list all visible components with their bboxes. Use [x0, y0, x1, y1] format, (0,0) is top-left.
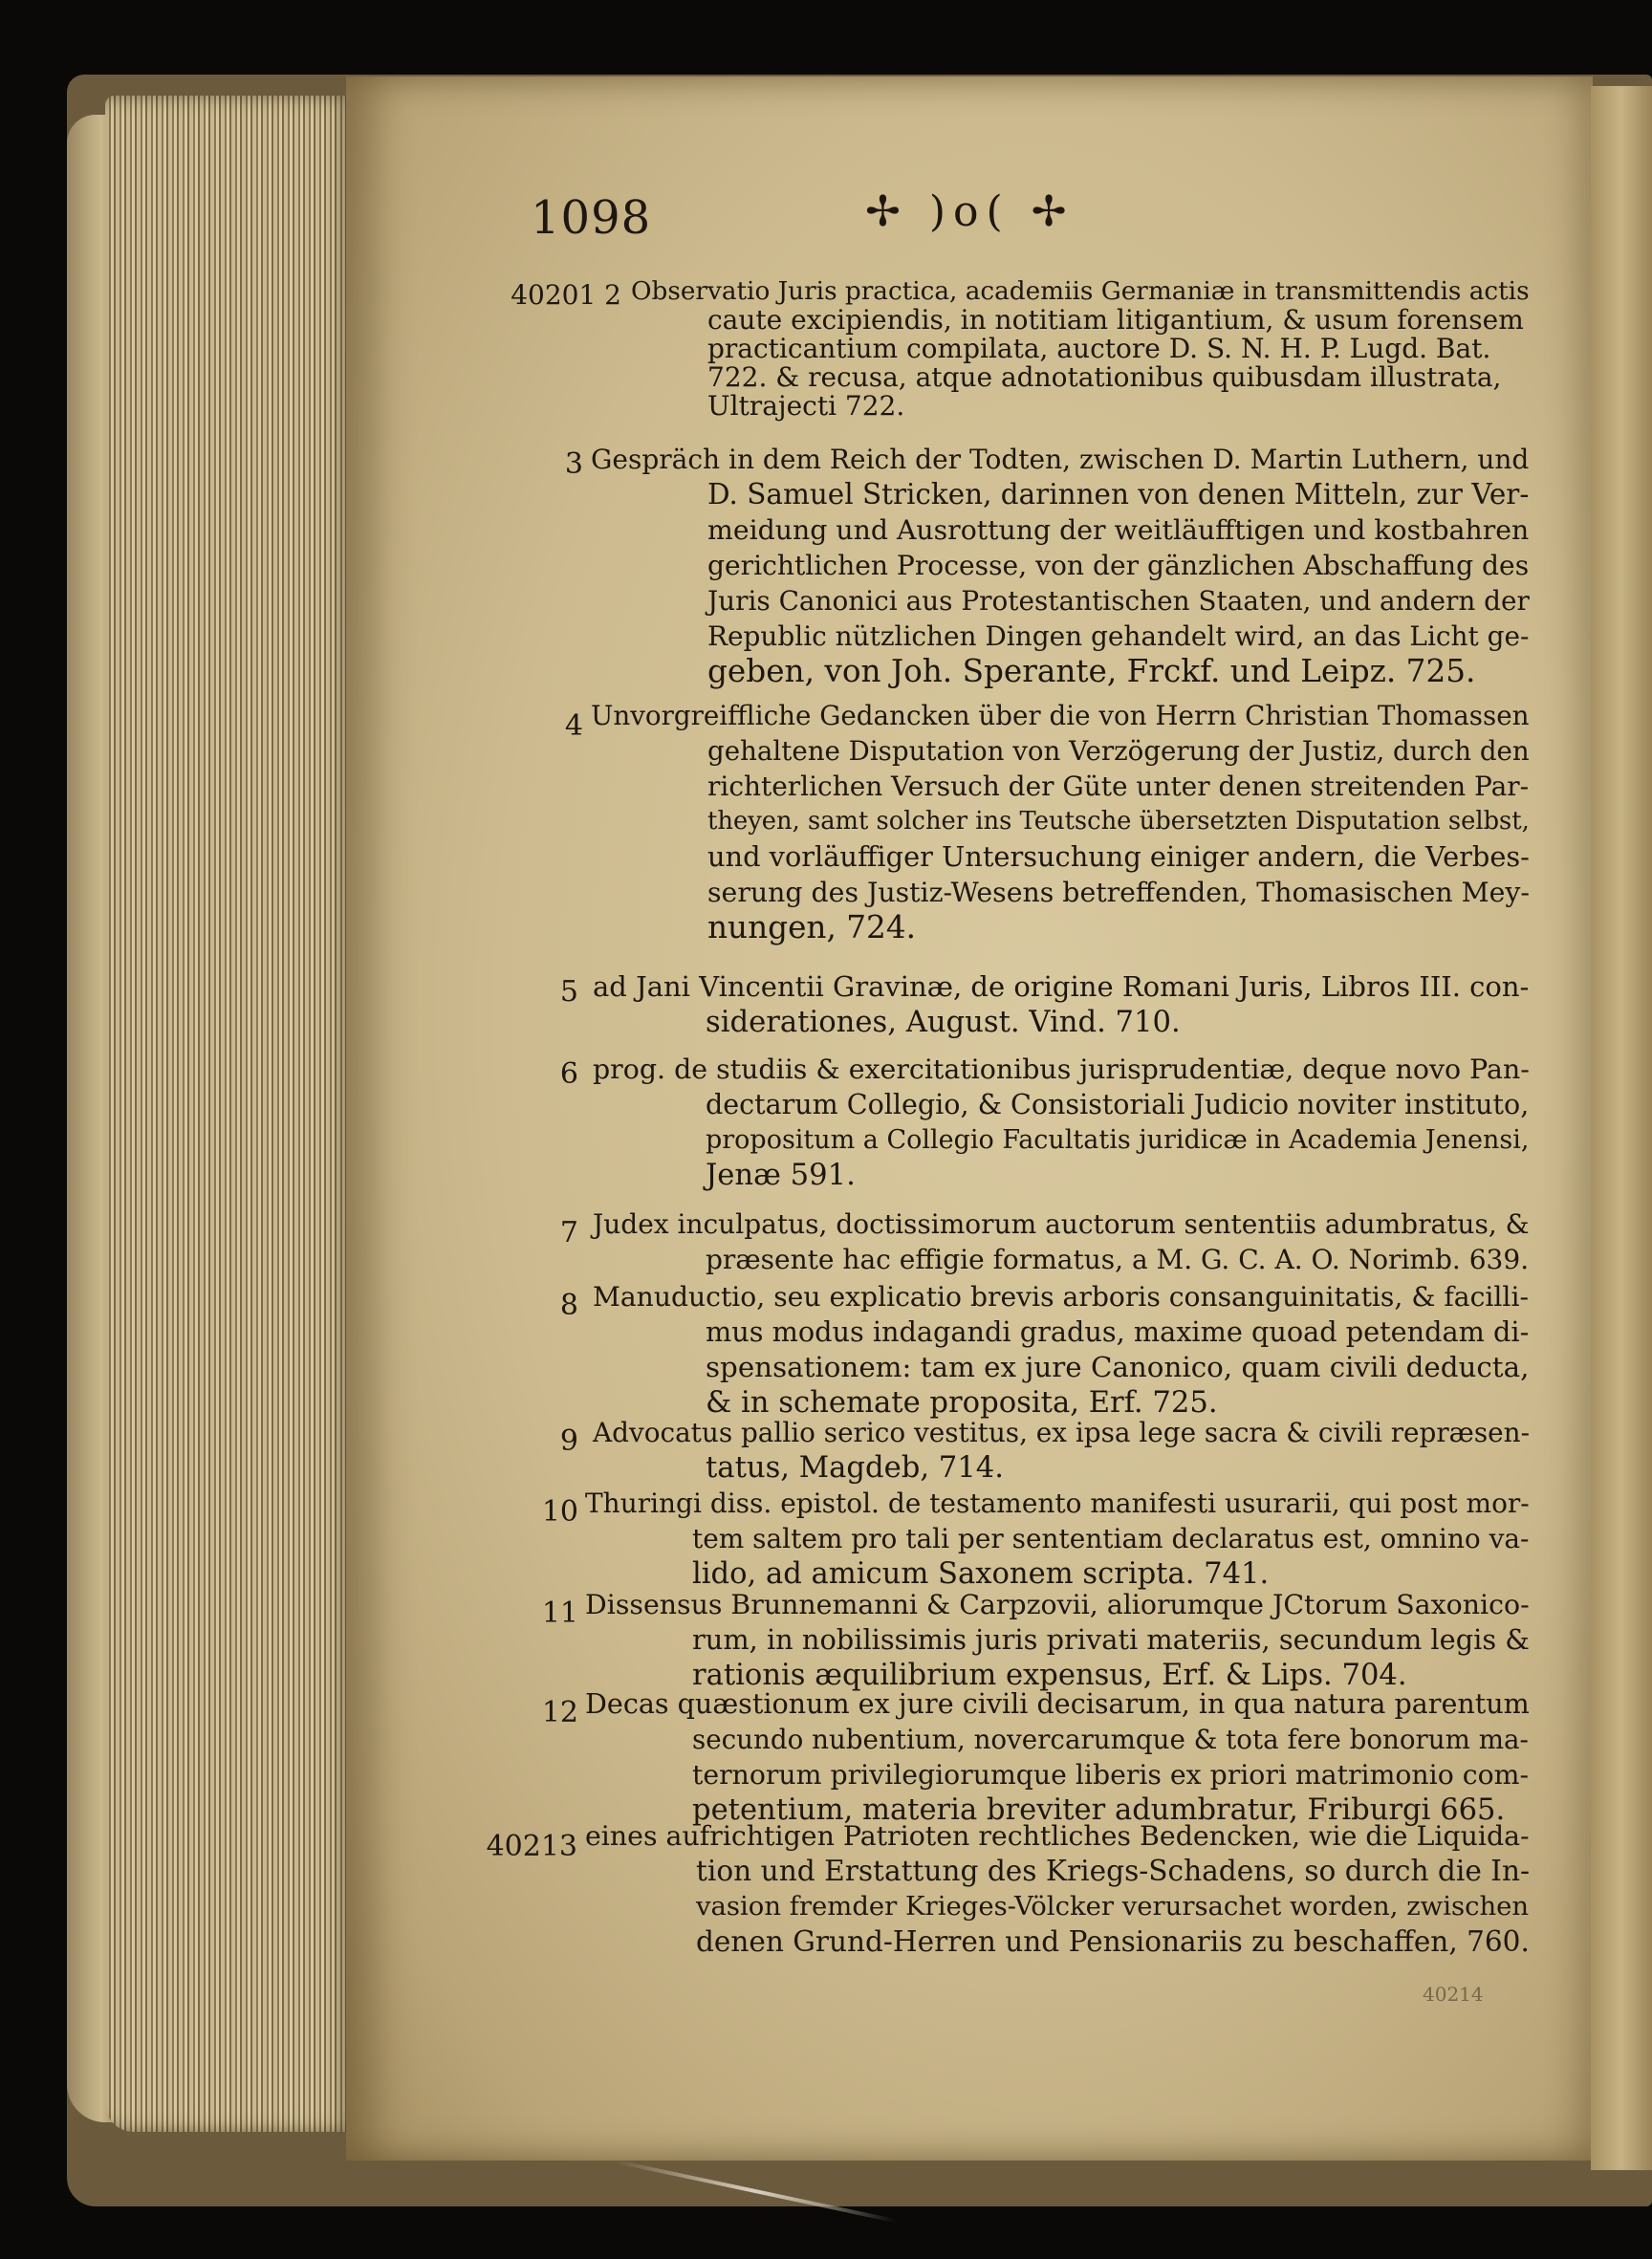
- entry-line: caute excipiendis, in notitiam litigantium, & usum forensem: [707, 304, 1524, 336]
- page-number: 1098: [531, 191, 652, 245]
- entry-line: Jenæ 591.: [706, 1159, 856, 1192]
- entry-text: [585, 1486, 1541, 1592]
- entry-line: lido, ad amicum Saxonem scripta. 741.: [692, 1557, 1270, 1591]
- entry-line: præsente hac effigie formatus, a M. G. C. A. O. Norimb. 639.: [706, 1244, 1530, 1275]
- entry-line: practicantium compilata, auctore D. S. N. H. P. Lugd. Bat.: [707, 333, 1491, 364]
- entry-line: Unvorgreiffliche Gedancken über die von Herrn Christian Thomassen: [591, 700, 1530, 731]
- entry-line: ternorum privilegiorumque liberis ex priori matrimonio com-: [692, 1759, 1530, 1791]
- entry-line: gehaltene Disputation von Verzögerung der Justiz, durch den: [707, 735, 1530, 767]
- entry-number: 5: [559, 975, 578, 1009]
- header-ornament: ✢ )o( ✢: [865, 187, 1075, 236]
- entry-text: [631, 277, 1530, 421]
- entry-line: petentium, materia breviter adumbratur, Friburgi 665.: [692, 1793, 1506, 1827]
- entry-line: spensationem: tam ex jure Canonico, quam civili deducta,: [706, 1351, 1530, 1383]
- entry-number: 7: [559, 1216, 578, 1249]
- entry-line: gerichtlichen Processe, von der gänzlichen Abschaffung des: [707, 550, 1530, 581]
- entry-number: 4: [564, 709, 583, 743]
- entry-line: serung des Justiz-Wesens betreffenden, Thomasischen Mey-: [707, 877, 1530, 908]
- entry-text: [593, 1052, 1539, 1193]
- entry-number: 3: [564, 447, 583, 481]
- entry-line: nungen, 724.: [707, 909, 917, 945]
- entry-line: Republic nützlichen Dingen gehandelt wird, an das Licht ge-: [707, 620, 1530, 652]
- entry-line: ad Jani Vincentii Gravinæ, de origine Romani Juris, Libros III. con-: [593, 970, 1530, 1003]
- entry-text: [593, 1279, 1539, 1421]
- entry-number: 40201 2: [511, 279, 621, 311]
- entry-line: 722. & recusa, atque adnotationibus quibusdam illustrata,: [707, 361, 1502, 393]
- entry-line: tion und Erstattung des Kriegs-Schadens, so durch die In-: [696, 1855, 1531, 1887]
- entry-line: dectarum Collegio, & Consistoriali Judicio noviter instituto,: [706, 1089, 1530, 1120]
- catchword-signature: 40214: [1423, 1983, 1484, 2006]
- entry-line: Ultrajecti 722.: [707, 390, 905, 422]
- entry-line: secundo nubentium, novercarumque & tota fere bonorum ma-: [692, 1724, 1529, 1755]
- entry-line: Advocatus pallio serico vestitus, ex ipsa lege sacra & civili repræsen-: [593, 1417, 1530, 1448]
- entry-text: [591, 698, 1537, 945]
- entry-line: Thuringi diss. epistol. de testamento manifesti usurarii, qui post mor-: [585, 1488, 1530, 1519]
- entry-line: theyen, samt solcher ins Teutsche übersetzten Disputation selbst,: [707, 807, 1530, 836]
- entry-line: propositum a Collegio Facultatis juridicæ in Academia Jenensi,: [706, 1125, 1530, 1155]
- entry-line: Dissensus Brunnemanni & Carpzovii, aliorumque JCtorum Saxonico-: [585, 1589, 1530, 1620]
- entry-number: 10: [541, 1495, 578, 1529]
- entry-text: [593, 1206, 1539, 1277]
- entry-text: [585, 1686, 1541, 1828]
- entry-line: rum, in nobilissimis juris privati materiis, secundum legis &: [692, 1623, 1530, 1656]
- entry-text: [593, 969, 1539, 1040]
- entry-line: D. Samuel Stricken, darinnen von denen Mitteln, zur Ver-: [707, 478, 1530, 510]
- entry-line: Juris Canonici aus Protestantischen Staaten, und andern der: [707, 585, 1530, 617]
- entry-number: 9: [559, 1424, 578, 1458]
- entry-number: 11: [541, 1597, 578, 1630]
- entry-line: Decas quæstionum ex jure civili decisarum, in qua natura parentum: [585, 1687, 1530, 1720]
- entry-line: siderationes, August. Vind. 710.: [706, 1006, 1181, 1039]
- entry-line: & in schemate proposita, Erf. 725.: [706, 1386, 1218, 1420]
- entry-line: denen Grund-Herren und Pensionariis zu beschaffen, 760.: [696, 1925, 1530, 1958]
- entry-line: Observatio Juris practica, academiis Germaniæ in transmittendis actis: [631, 277, 1530, 306]
- entry-text: [593, 1415, 1539, 1486]
- entry-number: 40213: [486, 1830, 577, 1863]
- entry-text: [585, 1818, 1541, 1960]
- entry-line: tatus, Magdeb, 714.: [706, 1451, 1004, 1485]
- entry-text: [591, 442, 1537, 689]
- entry-line: eines aufrichtigen Patrioten rechtliches Bedencken, wie die Liquida-: [585, 1820, 1530, 1852]
- entry-number: 8: [559, 1289, 578, 1322]
- entry-line: Judex inculpatus, doctissimorum auctorum sententiis adumbratus, &: [593, 1208, 1530, 1240]
- entry-line: Gespräch in dem Reich der Todten, zwischen D. Martin Luthern, und: [591, 444, 1530, 475]
- entry-line: rationis æquilibrium expensus, Erf. & Lips. 704.: [692, 1659, 1407, 1692]
- entry-line: Manuductio, seu explicatio brevis arboris consanguinitatis, & facilli-: [593, 1281, 1529, 1313]
- entry-line: meidung und Ausrottung der weitläufftigen und kostbahren: [707, 514, 1530, 546]
- entry-text: [585, 1587, 1541, 1693]
- entry-line: richterlichen Versuch der Güte unter denen streitenden Par-: [707, 771, 1530, 802]
- entry-number: 6: [559, 1057, 578, 1091]
- entry-line: mus modus indagandi gradus, maxime quoad petendam di-: [706, 1315, 1530, 1348]
- entry-line: und vorläuffiger Untersuchung einiger andern, die Verbes-: [707, 840, 1530, 873]
- entry-line: geben, von Joh. Sperante, Frckf. und Leipz. 725.: [707, 653, 1476, 689]
- entry-number: 12: [541, 1696, 578, 1729]
- entry-line: vasion fremder Krieges-Völcker verursachet worden, zwischen: [696, 1891, 1530, 1922]
- entry-line: prog. de studiis & exercitationibus jurisprudentiæ, deque novo Pan-: [593, 1053, 1530, 1085]
- entry-line: tem saltem pro tali per sententiam declaratus est, omnino va-: [692, 1523, 1530, 1554]
